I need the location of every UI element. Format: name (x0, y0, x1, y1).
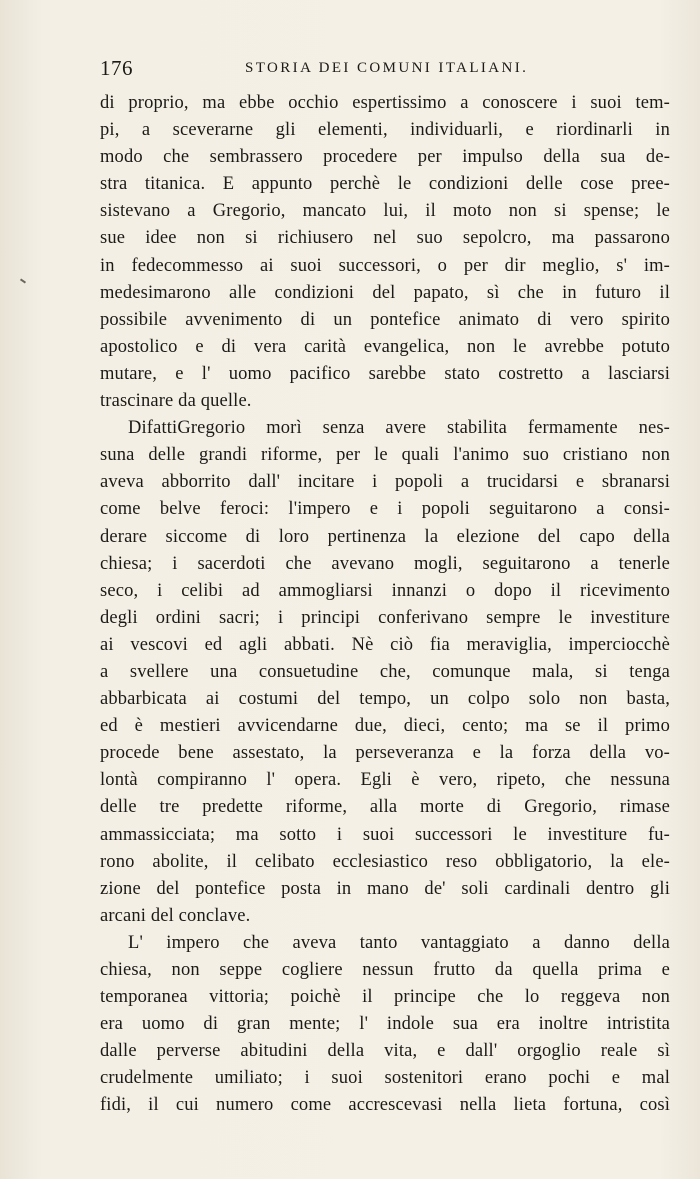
text-line: arcani del conclave. (100, 905, 251, 926)
text-line: era uomo di gran mente; l' indole sua era inoltre intristita (100, 1014, 670, 1035)
margin-mark (20, 278, 26, 283)
text-line: sistevano a Gregorio, mancato lui, il moto non si spense; le (100, 201, 670, 222)
text-line: di proprio, ma ebbe occhio espertissimo a conoscere i suoi tem- (100, 93, 670, 113)
text-line: dalle perverse abitudini della vita, e dall' orgoglio reale sì (100, 1041, 670, 1062)
text-line: temporanea vittoria; poichè il principe che lo reggeva non (100, 987, 670, 1008)
text-line: crudelmente umiliato; i suoi sostenitori erano pochi e mal (100, 1068, 670, 1089)
text-line: mutare, e l' uomo pacifico sarebbe stato costretto a lasciarsi (100, 363, 670, 384)
text-line: seco, i celibi ad ammogliarsi innanzi o dopo il ricevimento (100, 580, 670, 601)
text-line: in fedecommesso ai suoi successori, o per dir meglio, s' im- (100, 255, 670, 276)
paragraph-2 (100, 415, 670, 930)
text-line: ed è mestieri avvicendarne due, dieci, cento; ma se il primo (100, 716, 670, 737)
text-line: stra titanica. E appunto perchè le condizioni delle cose pree- (100, 174, 670, 195)
text-line: pi, a sceverarne gli elementi, individuarli, e riordinarli in (100, 120, 670, 141)
text-line: medesimarono alle condizioni del papato, sì che in futuro il (100, 282, 670, 303)
text-line: ai vescovi ed agli abbati. Nè ciò fia meraviglia, imperciocchè (100, 634, 670, 655)
text-line: ammassicciata; ma sotto i suoi successori le investiture fu- (100, 824, 670, 845)
text-line: chiesa, non seppe cogliere nessun frutto da quella prima e (100, 960, 670, 980)
page-header (100, 56, 670, 86)
text-line: L' impero che aveva tanto vantaggiato a danno della (128, 932, 670, 953)
text-line: chiesa; i sacerdoti che avevano mogli, seguitarono a tenerle (100, 553, 670, 574)
text-line: fidi, il cui numero come accrescevasi nella lieta fortuna, così (100, 1095, 670, 1116)
text-line: zione del pontefice posta in mano de' soli cardinali dentro gli (100, 878, 670, 899)
text-line: apostolico e di vera carità evangelica, non le avrebbe potuto (100, 336, 670, 357)
text-line: trascinare da quelle. (100, 391, 252, 412)
text-line: DifattiGregorio morì senza avere stabilita fermamente nes- (128, 418, 670, 439)
text-line: suna delle grandi riforme, per le quali l'animo suo cristiano non (100, 445, 670, 466)
text-line: delle tre predette riforme, alla morte di Gregorio, rimase (100, 797, 670, 818)
text-line: rono abolite, il celibato ecclesiastico reso obbligatorio, la ele- (100, 851, 670, 872)
text-line: abbarbicata ai costumi del tempo, un colpo solo non basta, (100, 689, 670, 710)
text-line: come belve feroci: l'impero e i popoli seguitarono a consi- (100, 499, 670, 520)
paragraph-3 (100, 930, 670, 1120)
text-line: possibile avvenimento di un pontefice animato di vero spirito (100, 309, 670, 330)
text-line: lontà compiranno l' opera. Egli è vero, ripeto, che nessuna (100, 770, 670, 791)
paragraph-1 (100, 90, 670, 415)
text-line: degli ordini sacri; i principi conferivano sempre le investiture (100, 607, 670, 628)
running-head: STORIA DEI COMUNI ITALIANI. (245, 60, 529, 76)
body-text (100, 90, 670, 1120)
text-line: a svellere una consuetudine che, comunque mala, si tenga (100, 661, 670, 682)
page-number: 176 (100, 56, 133, 80)
text-line: derare siccome di loro pertinenza la elezione del capo della (100, 526, 670, 547)
text-line: modo che sembrassero procedere per impulso della sua de- (100, 147, 670, 168)
text-line: aveva abborrito dall' incitare i popoli a trucidarsi e sbranarsi (100, 472, 670, 493)
text-line: procede bene assestato, la perseveranza e la forza della vo- (100, 743, 670, 764)
text-line: sue idee non si richiusero nel suo sepolcro, ma passarono (100, 228, 670, 249)
